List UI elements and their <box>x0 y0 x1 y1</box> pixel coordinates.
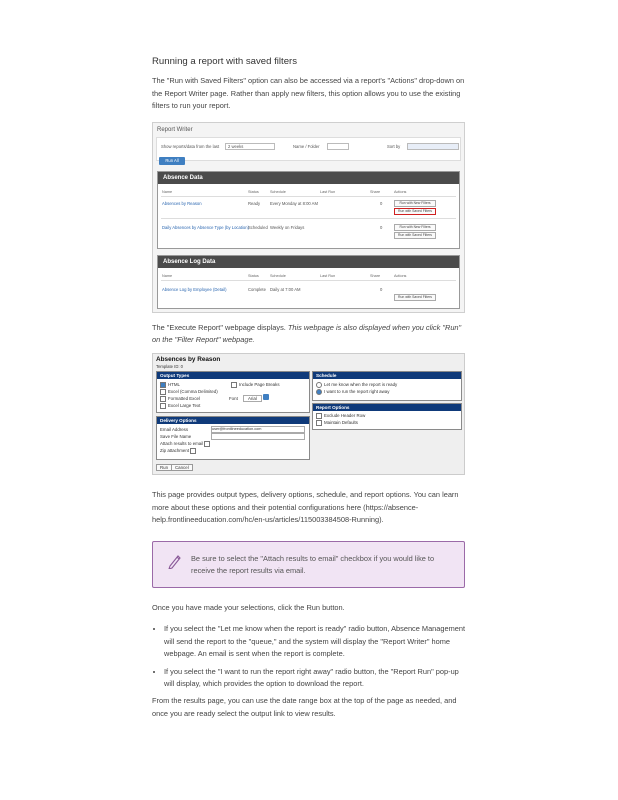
col-name: Name <box>162 189 173 194</box>
list-item: • If you select the "I want to run the report right away" radio button, the "Report Run" pop-up will display, which provides the option to download the report. <box>164 666 466 691</box>
checkbox-icon <box>190 448 196 454</box>
options-paragraph: This page provides output types, delivery options, schedule, and report options. You can learn more about these options and their potential configurations here (https://absence-help.frontlineeducation.com/hc/en-us/articles/115003384508-Running). <box>152 489 459 525</box>
sort-select[interactable] <box>407 143 459 150</box>
checkbox-icon <box>160 382 166 388</box>
panel-title: Absence Log Data <box>158 256 459 268</box>
col-last-run: Last Run <box>320 273 336 278</box>
email-label: Email Address <box>160 426 189 432</box>
col-status: Status <box>248 189 259 194</box>
execute-paragraph <box>152 322 466 347</box>
pencil-icon <box>167 553 181 569</box>
schedule-run-now-option[interactable]: I want to run the report right away <box>316 389 389 395</box>
delivery-options-title: Delivery Options <box>157 417 309 424</box>
article <box>152 56 466 721</box>
col-actions: Actions <box>394 273 407 278</box>
font-label: Font <box>229 395 238 401</box>
absence-data-panel <box>157 171 460 249</box>
bullet-list <box>152 623 466 690</box>
schedule-title: Schedule <box>313 372 461 379</box>
run-with-saved-filters-button[interactable]: Run with Saved Filters <box>394 208 436 215</box>
report-schedule: Weekly on Fridays <box>270 224 305 230</box>
checkbox-icon <box>160 403 166 409</box>
col-share: Share <box>370 189 381 194</box>
output-types-box <box>156 371 310 413</box>
report-status: Ready <box>248 200 261 206</box>
run-instructions: Once you have made your selections, click the Run button. <box>152 602 345 612</box>
report-status: Scheduled <box>248 224 268 230</box>
report-share: 0 <box>380 286 383 292</box>
report-link[interactable]: Daily Absences by Absence Type (by Location) <box>162 224 249 230</box>
delivery-options-box <box>156 416 310 460</box>
filter-select-value: 2 weeks <box>228 143 244 149</box>
intro-paragraph: The "Run with Saved Filters" option can also be accessed via a report's "Actions" drop-down on the Report Writer page. Rather than apply new filters, this option allows you to use the existing filters to run your report. <box>152 76 465 111</box>
include-page-breaks[interactable]: Include Page Breaks <box>231 382 280 388</box>
report-link[interactable]: Absence Log by Employee (Detail) <box>162 286 227 292</box>
cancel-button[interactable]: Cancel <box>171 464 193 471</box>
output-excel-comma[interactable]: Excel (Comma Delimited) <box>160 389 218 395</box>
panel-title: Absence Data <box>158 172 459 184</box>
execute-note: This webpage is also displayed when you click "Run" on the "Filter Report" webpage. <box>152 322 462 345</box>
section-heading: Running a report with saved filters <box>152 56 298 67</box>
row-divider <box>161 280 456 281</box>
checkbox-icon <box>316 420 322 426</box>
sort-label: Sort by <box>387 143 401 149</box>
font-select[interactable]: Arial <box>243 395 262 402</box>
report-options-title: Report Options <box>313 404 461 411</box>
run-with-new-filters-button[interactable]: Run with New Filters <box>394 200 436 207</box>
maintain-defaults[interactable]: Maintain Defaults <box>316 420 358 426</box>
report-status: Complete <box>248 286 266 292</box>
output-types-title: Output Types <box>157 372 309 379</box>
col-schedule: Schedule <box>270 189 286 194</box>
execute-text: The "Execute Report" webpage displays. <box>152 322 288 332</box>
report-options-box <box>312 403 462 430</box>
run-with-saved-filters-button[interactable]: Run with Saved Filters <box>394 232 436 239</box>
zip-attachment-checkbox[interactable]: Zip attachment <box>160 448 198 454</box>
name-filter-input[interactable] <box>327 143 349 150</box>
radio-icon <box>316 389 322 395</box>
output-html[interactable]: HTML <box>160 382 180 388</box>
checkbox-icon <box>316 413 322 419</box>
filter-select[interactable] <box>225 143 275 150</box>
absence-log-data-panel <box>157 255 460 309</box>
col-status: Status <box>248 273 259 278</box>
output-formatted-excel[interactable]: Formatted Excel <box>160 396 200 402</box>
output-excel-large-text[interactable]: Excel Large Text <box>160 403 200 409</box>
execute-subtitle: Template ID: 0 <box>156 363 183 369</box>
report-writer-title: Report Writer <box>157 126 193 133</box>
col-actions: Actions <box>394 189 407 194</box>
tip-callout <box>152 541 465 588</box>
checkbox-icon <box>204 441 210 447</box>
col-share: Share <box>370 273 381 278</box>
report-writer-filter-bar <box>156 137 461 161</box>
file-name-label: Save File Name <box>160 433 192 439</box>
file-name-field[interactable] <box>211 433 305 440</box>
execute-report-screenshot <box>152 353 465 475</box>
schedule-box <box>312 371 462 401</box>
report-writer-screenshot <box>152 122 465 313</box>
schedule-notify-option[interactable]: Let me know when the report is ready <box>316 382 397 388</box>
col-last-run: Last Run <box>320 189 336 194</box>
report-schedule: Every Monday at 8:00 AM <box>270 200 318 206</box>
run-with-saved-filters-button[interactable]: Run with Saved Filters <box>394 294 436 301</box>
col-schedule: Schedule <box>270 273 286 278</box>
filter-label: Show reports/data from the last <box>161 143 220 149</box>
run-all-button[interactable]: Run All <box>159 157 185 165</box>
results-paragraph: From the results page, you can use the date range box at the top of the page as needed, and once you are ready select the output link to view results. <box>152 696 457 718</box>
callout-text: Be sure to select the "Attach results to email" checkbox if you would like to receive the report results via email. <box>191 553 435 575</box>
col-name: Name <box>162 273 173 278</box>
email-field[interactable]: user@frontlineeducation.com <box>211 426 305 433</box>
checkbox-icon <box>231 382 237 388</box>
checkbox-icon <box>160 389 166 395</box>
run-button[interactable]: Run <box>156 464 172 471</box>
row-divider <box>161 218 456 219</box>
report-link[interactable]: Absences by Reason <box>162 200 202 206</box>
name-filter-label: Name / Folder <box>293 143 320 149</box>
checkbox-icon <box>160 396 166 402</box>
attach-results-checkbox[interactable]: Attach results to email <box>160 441 212 447</box>
execute-title: Absences by Reason <box>156 355 221 363</box>
report-share: 0 <box>380 200 383 206</box>
radio-icon <box>316 382 322 388</box>
row-divider <box>161 196 456 197</box>
report-schedule: Daily at 7:00 AM <box>270 286 301 292</box>
run-with-new-filters-button[interactable]: Run with New Filters <box>394 224 436 231</box>
list-item: • If you select the "Let me know when the report is ready" radio button, Absence Management will send the report to the "queue," and the system will display the "Report Writer" home webpage. An email is sent when the report is complete. <box>164 623 466 660</box>
report-share: 0 <box>380 224 383 230</box>
help-icon[interactable] <box>263 394 269 400</box>
exclude-header-row[interactable]: Exclude Header Row <box>316 413 365 419</box>
